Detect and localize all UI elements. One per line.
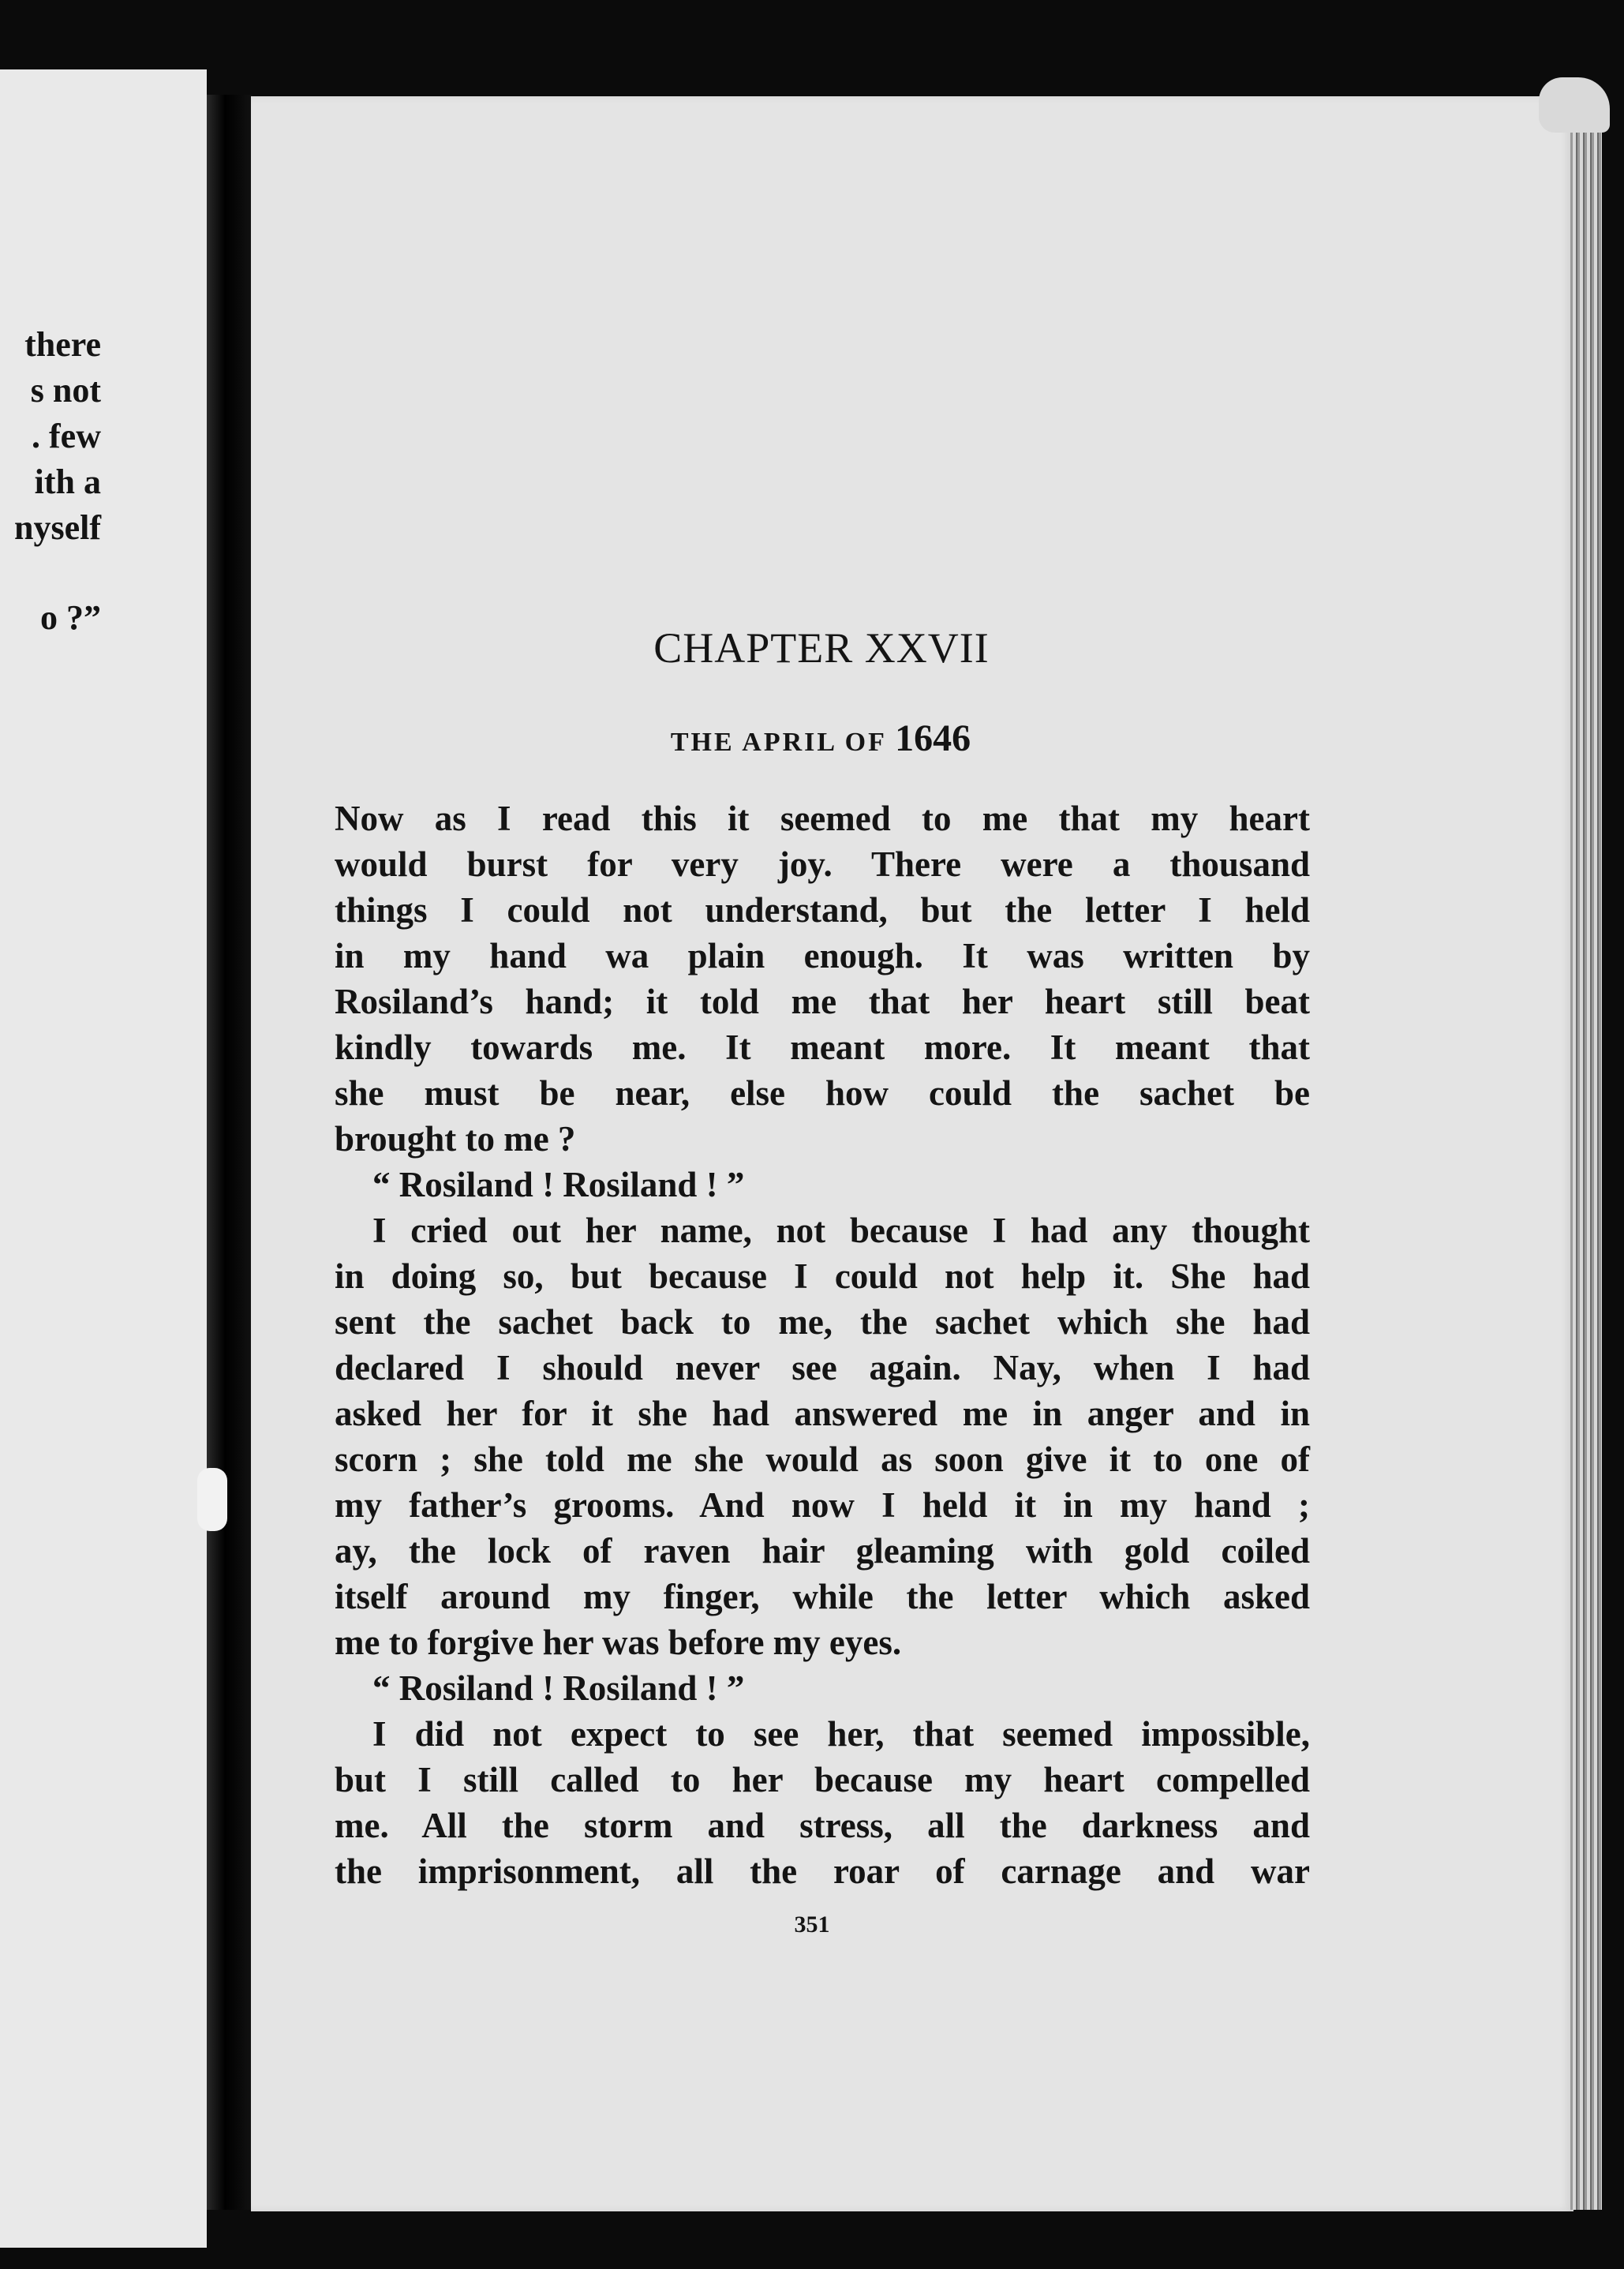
text-line: scorn ; she told me she would as soon give it to one of: [335, 1440, 1310, 1479]
chapter-subtitle-text: THE APRIL OF: [670, 728, 886, 757]
text-line: she must be near, else how could the sachet be: [335, 1073, 1310, 1113]
text-line: Now as I read this it seemed to me that my heart: [335, 799, 1310, 838]
text-line: but I still called to her because my heart compelled: [335, 1760, 1310, 1799]
chapter-subtitle: [0, 717, 1624, 760]
text-line: brought to me ?: [335, 1119, 576, 1159]
spine-notch: [197, 1468, 227, 1531]
text-line: declared I should never see again. Nay, when I had: [335, 1348, 1310, 1387]
text-line: in my hand wa plain enough. It was written by: [335, 936, 1310, 975]
text-line: I did not expect to see her, that seemed impossible,: [372, 1714, 1310, 1754]
left-page-fragment: nyself: [14, 508, 101, 547]
text-line: Rosiland’s hand; it told me that her heart still beat: [335, 982, 1310, 1021]
left-page-fragment: there: [24, 325, 101, 364]
chapter-subtitle-year: 1646: [895, 717, 971, 759]
text-line: me to forgive her was before my eyes.: [335, 1623, 902, 1662]
left-page-fragment: ith a: [34, 462, 101, 501]
left-page-fragment: . few: [32, 417, 101, 455]
text-line: would burst for very joy. There were a thousand: [335, 844, 1310, 884]
corner-tear: [1539, 77, 1610, 133]
text-line: in doing so, but because I could not help it. She had: [335, 1256, 1310, 1296]
left-page-fragment: s not: [30, 371, 101, 410]
text-line: asked her for it she had answered me in anger and in: [335, 1394, 1310, 1433]
text-line: “ Rosiland ! Rosiland ! ”: [372, 1165, 745, 1204]
text-line: my father’s grooms. And now I held it in my hand ;: [335, 1485, 1310, 1525]
text-line: itself around my finger, while the letter which asked: [335, 1577, 1310, 1616]
text-line: me. All the storm and stress, all the darkness and: [335, 1806, 1310, 1845]
left-page-fragment: o ?”: [40, 598, 101, 637]
text-line: things I could not understand, but the letter I held: [335, 890, 1310, 930]
text-line: I cried out her name, not because I had any thought: [372, 1211, 1310, 1250]
text-line: ay, the lock of raven hair gleaming with gold coiled: [335, 1531, 1310, 1571]
text-line: sent the sachet back to me, the sachet which she had: [335, 1302, 1310, 1342]
text-line: kindly towards me. It meant more. It meant that: [335, 1028, 1310, 1067]
page-edge: [1570, 103, 1602, 2210]
text-line: “ Rosiland ! Rosiland ! ”: [372, 1668, 745, 1708]
page-number: 351: [794, 1911, 830, 1938]
chapter-title: CHAPTER XXVII: [653, 624, 990, 672]
chapter-body: [335, 796, 1310, 1894]
book-gutter: [207, 95, 253, 2210]
text-line: the imprisonment, all the roar of carnage and war: [335, 1852, 1310, 1891]
